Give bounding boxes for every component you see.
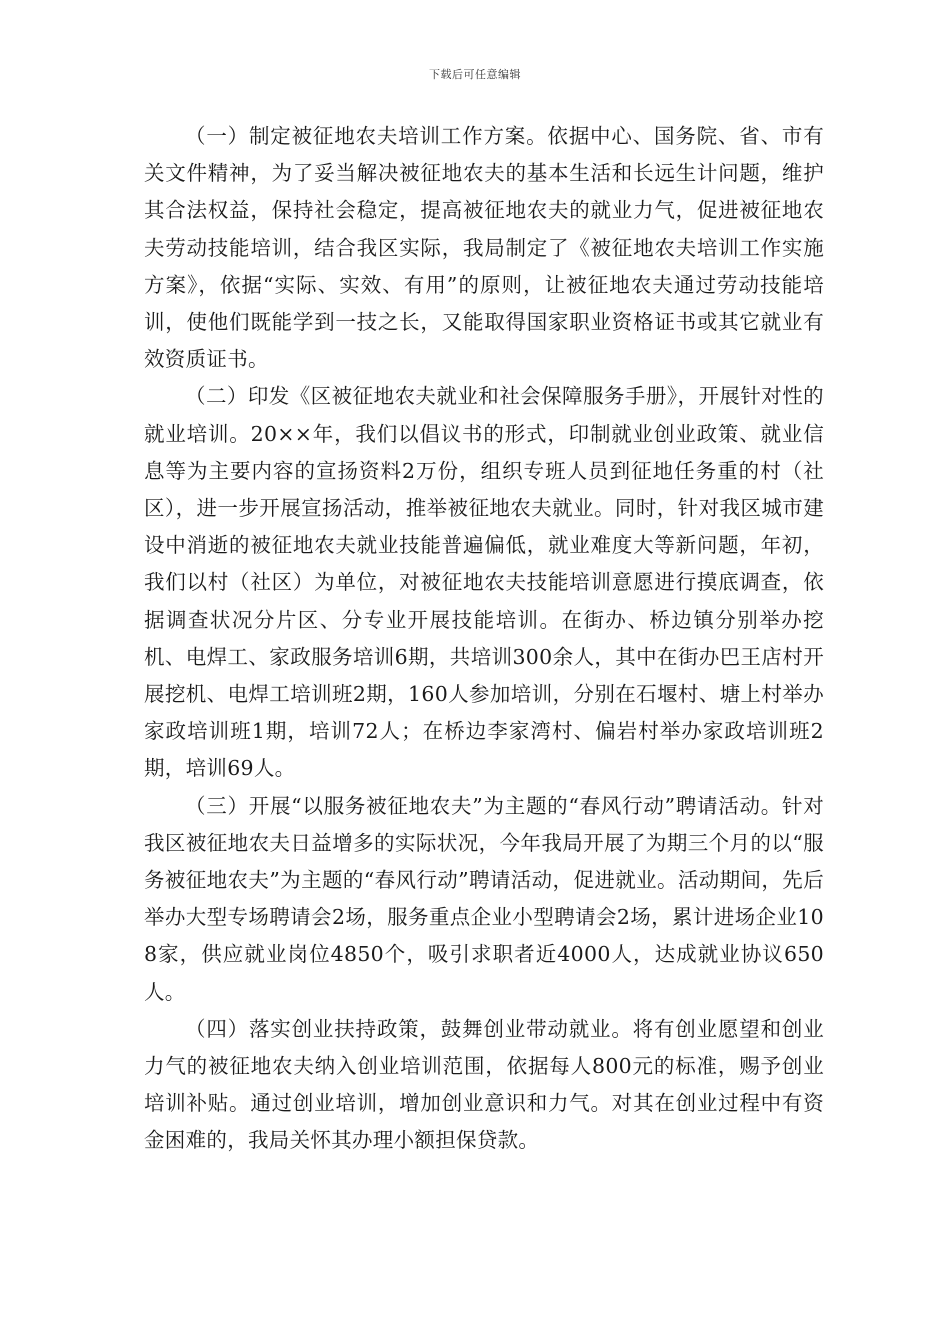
paragraph-4: （四）落实创业扶持政策，鼓舞创业带动就业。将有创业愿望和创业力气的被征地农夫纳入创业培训范围，依据每人800元的标准，赐予创业培训补贴。通过创业培训，增加创业意识和力气。对其在创业过程中有资金困难的，我局关怀其办理小额担保贷款。 xyxy=(144,1016,824,1153)
paragraph-2: （二）印发《区被征地农夫就业和社会保障服务手册》，开展针对性的就业培训。20××年，我们以倡议书的形式，印制就业创业政策、就业信息等为主要内容的宣扬资料2万份，组织专班人员到征地任务重的村（社区），进一步开展宣扬活动，推举被征地农夫就业。同时，针对我区城市建设中消逝的被征地农夫就业技能普遍偏低，就业难度大等新问题，年初，我们以村（社区）为单位，对被征地农夫技能培训意愿进行摸底调查，依据调查状况分片区、分专业开展技能培训。在街办、桥边镇分别举办挖机、电焊工、家政服务培训6期，共培训300余人，其中在街办巴王店村开展挖机、电焊工培训班2期，160人参加培训，分别在石堰村、塘上村举办家政培训班1期，培训72人；在桥边李家湾村、偏岩村举办家政培训班2期，培训69人。 xyxy=(144,384,824,781)
paragraph-3: （三）开展“以服务被征地农夫”为主题的“春风行动”聘请活动。针对我区被征地农夫日益增多的实际状况，今年我局开展了为期三个月的以“服务被征地农夫”为主题的“春风行动”聘请活动，促进就业。活动期间，先后举办大型专场聘请会2场，服务重点企业小型聘请会2场，累计进场企业108家，供应就业岗位4850个，吸引求职者近4000人，达成就业协议650人。 xyxy=(144,793,824,1004)
document-body xyxy=(144,118,824,1160)
paragraph-1: （一）制定被征地农夫培训工作方案。依据中心、国务院、省、市有关文件精神，为了妥当解决被征地农夫的基本生活和长远生计问题，维护其合法权益，保持社会稳定，提高被征地农夫的就业力气，促进被征地农夫劳动技能培训，结合我区实际，我局制定了《被征地农夫培训工作实施方案》，依据“实际、实效、有用”的原则，让被征地农夫通过劳动技能培训，使他们既能学到一技之长，又能取得国家职业资格证书或其它就业有效资质证书。 xyxy=(144,124,824,372)
page-header: 下载后可任意编辑 xyxy=(429,68,521,81)
